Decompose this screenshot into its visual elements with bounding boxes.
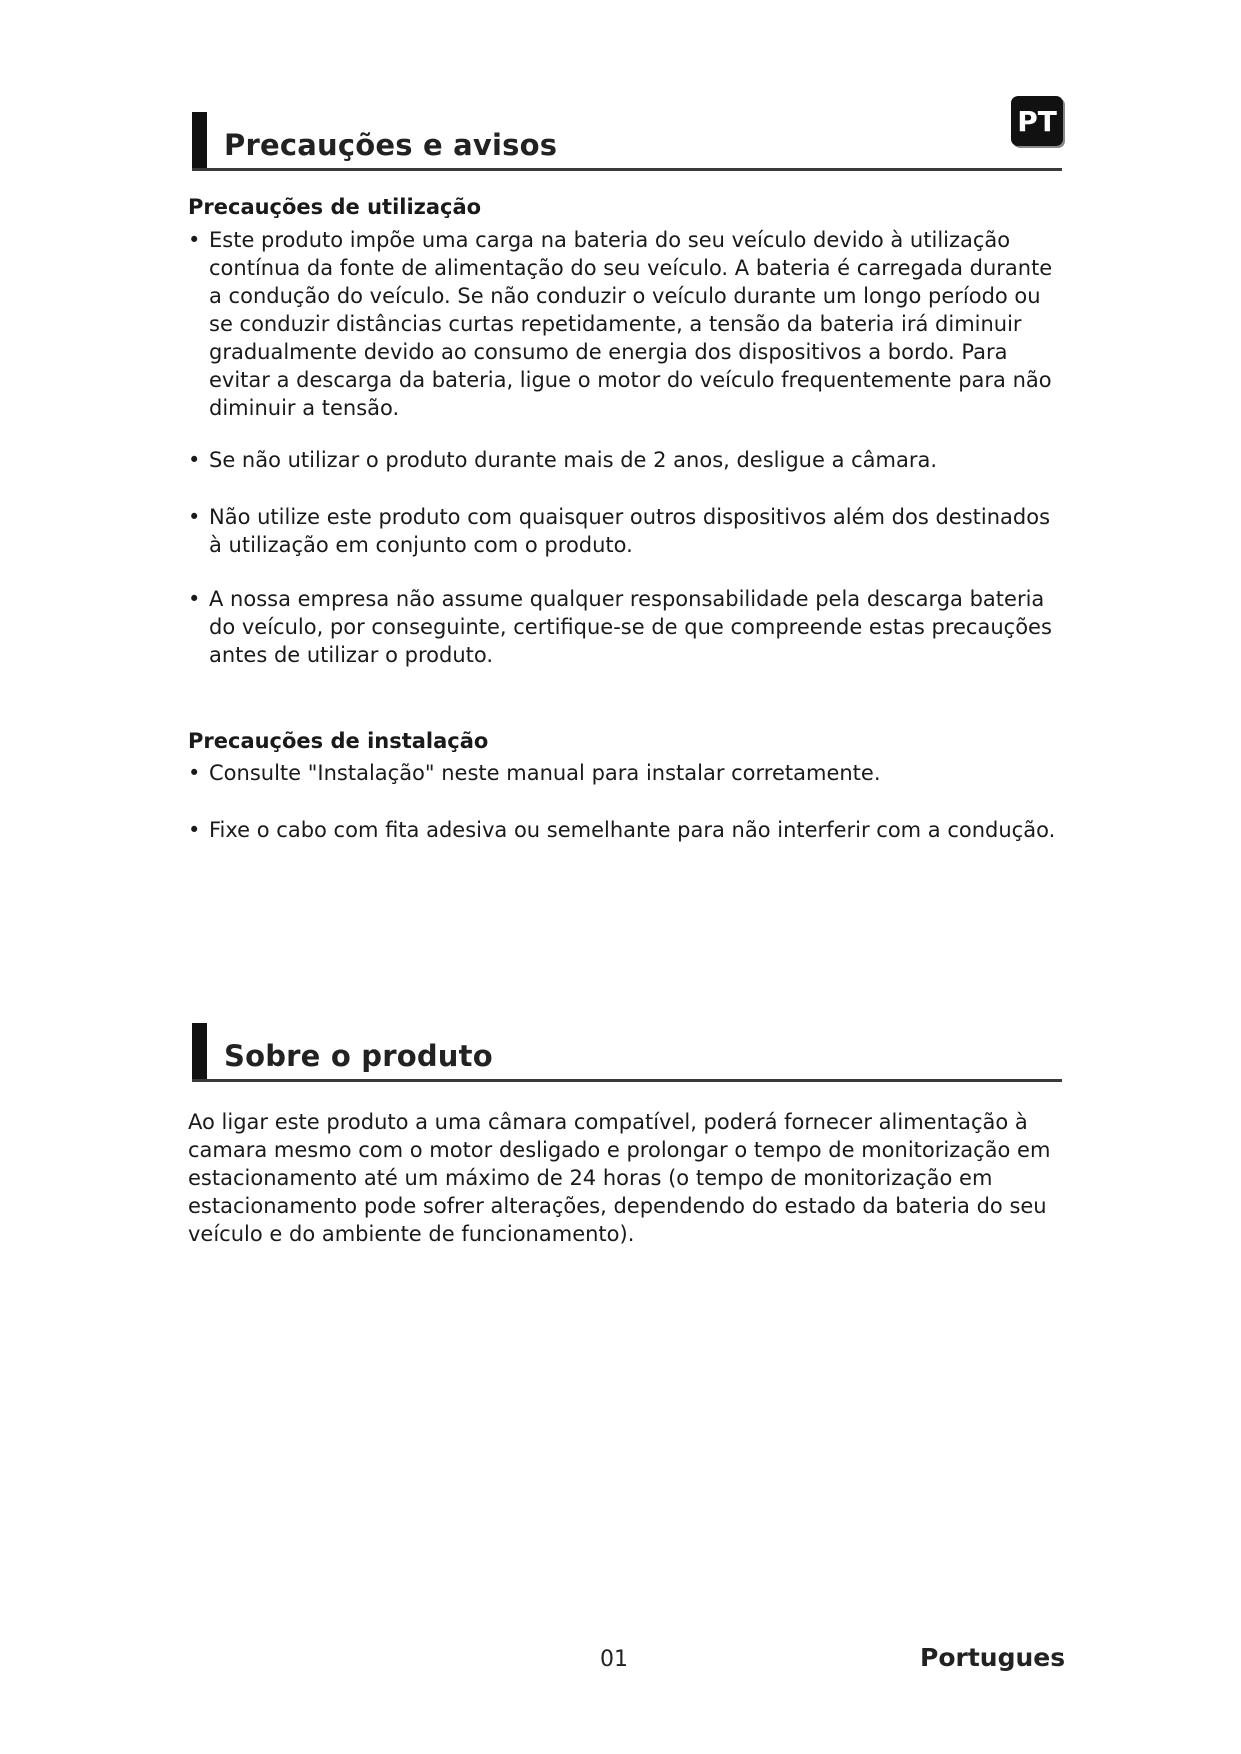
list-item-text: A nossa empresa não assume qualquer responsabilidade pela descarga bateria do veículo, por conseguinte, certifique-se de que compreende estas precauções antes de utilizar o produto. — [209, 587, 1052, 667]
section-marker-bar — [192, 1023, 207, 1079]
bullet-icon: • — [188, 818, 201, 842]
list-item — [188, 759, 1068, 787]
bullet-icon: • — [188, 505, 201, 529]
list-item-text: Fixe o cabo com fita adesiva ou semelhante para não interferir com a condução. — [209, 818, 1056, 842]
installation-precautions-list — [188, 759, 1068, 844]
list-item — [188, 446, 1068, 474]
list-item-text: Este produto impõe uma carga na bateria do seu veículo devido à utilização contínua da fonte de alimentação do seu veículo. A bateria é carregada durante a condução do veículo. Se não conduzir o veículo durante um longo período ou se conduzir distâncias curtas repetidamente, a tensão da bateria irá diminuir gradualmente devido ao consumo de energia dos dispositivos a bordo. Para evitar a descarga da bateria, ligue o motor do veículo frequentemente para não diminuir a tensão. — [209, 228, 1053, 420]
bullet-icon: • — [188, 448, 201, 472]
section-marker-bar — [192, 112, 207, 168]
bullet-icon: • — [188, 587, 201, 611]
language-badge: PT — [1011, 96, 1063, 146]
footer-language-label: Portugues — [920, 1643, 1066, 1672]
usage-precautions-list — [188, 226, 1068, 669]
list-item-text: Consulte "Instalação" neste manual para instalar corretamente. — [209, 761, 881, 785]
bullet-icon: • — [188, 761, 201, 785]
section-title: Precauções e avisos — [224, 128, 558, 162]
usage-precautions-heading: Precauções de utilização — [188, 195, 482, 219]
list-item — [188, 226, 1068, 422]
list-item-text: Se não utilizar o produto durante mais de 2 anos, desligue a câmara. — [209, 448, 938, 472]
list-item — [188, 503, 1068, 559]
about-product-paragraph: Ao ligar este produto a uma câmara compatível, poderá fornecer alimentação à camara mesmo com o motor desligado e prolongar o tempo de monitorização em estacionamento até um máximo de 24 horas (o tempo de monitorização em estacionamento pode sofrer alterações, dependendo do estado da bateria do seu veículo e do ambiente de funcionamento). — [188, 1110, 1051, 1246]
installation-precautions-heading: Precauções de instalação — [188, 729, 489, 753]
list-item — [188, 585, 1068, 669]
bullet-icon: • — [188, 228, 201, 252]
list-item — [188, 816, 1068, 844]
section-header-precautions — [192, 112, 1062, 171]
list-item-text: Não utilize este produto com quaisquer outros dispositivos além dos destinados à utilização em conjunto com o produto. — [209, 505, 1051, 557]
page-number: 01 — [600, 1647, 628, 1672]
section-header-about-product — [192, 1023, 1062, 1082]
section-title: Sobre o produto — [224, 1039, 493, 1073]
